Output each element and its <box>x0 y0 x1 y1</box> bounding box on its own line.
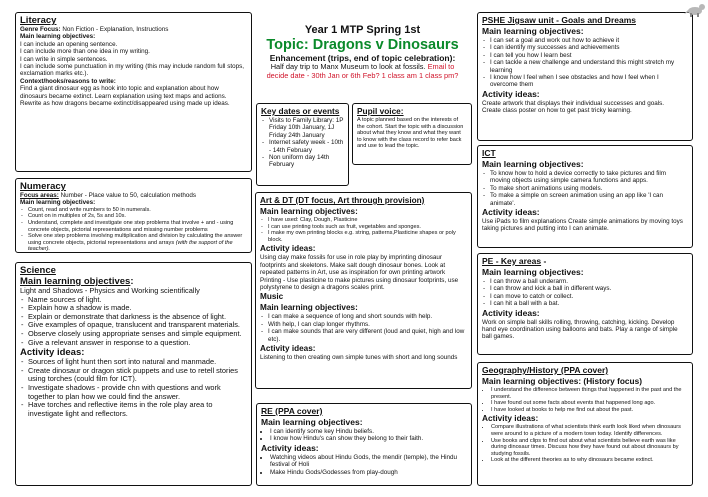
numeracy-objective: - Understand, complete and investigate one step problems that involve + and - using concrete objects, pictorial representations and missing number problems <box>28 220 247 233</box>
pshe-objective: - I can tackle a new challenge and understand this might stretch my learning <box>490 59 688 74</box>
geography-activity: • Look at the different theories as to why dinosaurs became extinct. <box>491 457 688 464</box>
science-objective: - Give examples of opaque, translucent and transparent materials. <box>28 321 247 330</box>
key-dates-panel <box>256 103 349 186</box>
re-objective: • I can identify some key Hindu beliefs. <box>270 428 467 435</box>
literacy-objective: I can include an opening sentence. <box>20 40 118 48</box>
pe-title: PE - Key areas <box>482 256 542 266</box>
art-objective: - I make my own printing blocks e.g. string, patterns,Plasticine shapes or poly block. <box>268 230 467 243</box>
ict-objective: - To make short animations using models. <box>490 185 688 192</box>
geography-objective: • I have found out some facts about events that happened long ago. <box>491 400 688 407</box>
pshe-objective: - I can identify my successes and achievements <box>490 44 688 51</box>
geography-activity: • Compare illustrations of what scientists think earth look liked when dinosaurs were around to a picture of a modern town today. Identify differences. <box>491 424 688 437</box>
pe-panel <box>477 253 693 355</box>
literacy-objective: I can write in simple sentences. <box>20 55 108 63</box>
science-objectives-suffix: : <box>130 276 134 287</box>
ict-activity-text: Use iPads to film explanations Create simple animations by moving toys taking pictures and putting into I can animate. <box>482 218 683 233</box>
science-activity: - Investigate shadows - provide chn with questions and work together to plan how we could find the answer. <box>28 384 247 401</box>
geography-objectives-heading: Main learning objectives: (History focus) <box>482 376 642 386</box>
science-topic: Light and Shadows - Physics and Working scientifically <box>20 286 200 295</box>
re-objectives-heading: Main learning objectives: <box>261 417 363 427</box>
re-objective: • I know how Hindu's can show they belong to their faith. <box>270 435 467 442</box>
music-objective: - I can make sounds that are very different (loud and quiet, high and low etc). <box>268 328 467 343</box>
geography-history-panel <box>477 362 693 486</box>
enhancement-heading: Enhancement (trips, end of topic celebration): <box>269 53 456 63</box>
pshe-panel <box>477 12 693 141</box>
literacy-objectives-heading: Main learning objectives: <box>20 33 96 41</box>
geography-activity-heading: Activity ideas: <box>482 413 539 424</box>
literacy-objective: I can include more than one idea in my writing. <box>20 48 150 56</box>
science-panel <box>15 262 252 486</box>
music-objective: - With help, I can clap longer rhythms. <box>268 321 467 328</box>
literacy-objective: I can include some punctuation in my writing (this may include random full stops, exclamation marks etc.). <box>20 63 244 78</box>
focus-label: Focus areas: <box>20 192 59 199</box>
numeracy-title: Numeracy <box>20 181 66 192</box>
geography-objective: • I have looked at books to help me find out about the past. <box>491 407 688 414</box>
numeracy-objective <box>28 233 247 253</box>
science-activity: - Have torches and reflective items in the role play area to investigate light and reflectors. <box>28 401 247 418</box>
pshe-title: PSHE Jigsaw unit - Goals and Dreams <box>482 15 636 25</box>
science-activity: - Create dinosaur or dragon stick puppets and use to retell stories using torches (could film for ICT). <box>28 367 247 384</box>
pshe-objective: - I can set a goal and work out how to achieve it <box>490 37 688 44</box>
re-panel <box>256 403 472 486</box>
science-activity: - Sources of light hunt then sort into natural and manmade. <box>28 358 247 367</box>
date-item: - Visits to Family Library: 1P Friday 10th January, 1J Friday 24th January <box>269 117 344 139</box>
re-activity: • Make Hindu Gods/Godesses from play-dough <box>270 469 467 476</box>
pupil-voice-title: Pupil voice: <box>357 106 404 116</box>
pshe-objective: - I can tell you how I learn best <box>490 52 688 59</box>
art-objective: - I can use printing tools such as fruit, vegetables and sponges. <box>268 224 467 231</box>
genre-label: Genre Focus: <box>20 26 61 33</box>
dinosaur-icon <box>684 2 706 18</box>
geography-objective: • I understand the difference between things that happened in the past and the present. <box>491 387 688 400</box>
pe-activity-heading: Activity ideas: <box>482 307 540 318</box>
art-objective: - I have used: Clay, Dough, Plasticine <box>268 217 467 224</box>
science-objective: - Name sources of light. <box>28 296 247 305</box>
context-heading: Context/hooks/reasons to write: <box>20 77 116 85</box>
numeracy-panel <box>15 178 252 253</box>
art-objectives-heading: Main learning objectives: <box>260 207 358 216</box>
science-objective: - Give a relevant answer in response to a question. <box>28 339 247 348</box>
focus-value: Number - Place value to 50, calculation methods <box>58 192 197 199</box>
pshe-activity: Create artwork that displays their individual successes and goals. <box>482 99 665 107</box>
art-activity-text: Using clay make fossils for use in role play by imprinting dinosaur footprints and skeletons. Make salt dough dinosaur bones. Look at repeated patterns in Art, use as inspiration for own printing artwork Printing - Use plasticine to make pictures using dinosaur footprints, use polystyrene to design a dragons scales print. <box>260 254 459 291</box>
geography-activity: • Use books and clips to find out about what scientists believe earth was like during dinosaur times. Discuss how they have found out about dinosaurs by studying fossils. <box>491 438 688 458</box>
re-activity: • Watching videos about Hindu Gods, the mendir (temple), the Hindu festival of Holi <box>270 454 467 469</box>
date-item: - Non uniform day 14th February <box>269 154 344 169</box>
pshe-objective: - I know how I feel when I see obstacles and how I feel when I overcome them <box>490 74 688 89</box>
re-title: RE (PPA cover) <box>261 406 323 416</box>
year-title: Year 1 MTP Spring 1st <box>304 24 421 36</box>
context-text: Find a giant dinosaur egg as hook into topic and explanation about how dinosaurs became extinct. Learn explanation using text maps and actions. Rewrite as how dragons became extinct/disappeared using made up ideas. <box>20 85 230 108</box>
music-activity-heading: Activity ideas: <box>260 344 316 354</box>
music-activity-text: Listening to then creating own simple tunes with short and long sounds <box>260 354 458 362</box>
science-objective: - Explain or demonstrate that darkness is the absence of light. <box>28 313 247 322</box>
pe-objective: - I can throw and kick a ball in different ways. <box>490 285 688 292</box>
science-activity-heading: Activity ideas: <box>20 347 85 359</box>
pupil-voice-panel <box>352 103 472 165</box>
pshe-objectives-heading: Main learning objectives: <box>482 26 584 36</box>
numeracy-objective-text: Solve one step problems involving multiplication and division by calculating the answer using concrete objects, pictorial representations and arrays <box>28 233 243 246</box>
art-title: Art & DT (DT focus, Art through provision) <box>260 196 425 205</box>
pe-objective: - I can throw a ball underarm. <box>490 278 688 285</box>
key-dates-title: Key dates or events <box>261 106 340 116</box>
ict-panel <box>477 145 693 248</box>
ict-title: ICT <box>482 148 496 158</box>
pe-objectives-heading: Main learning objectives: <box>482 267 584 277</box>
pupil-voice-text: A topic planned based on the interests of the cohort. Start the topic with a discussion about what they know and what they want to know with the class record to refer back and use to lead the topic. <box>357 117 464 150</box>
science-objectives-heading: Main learning objectives <box>20 276 131 287</box>
ict-objectives-heading: Main learning objectives: <box>482 159 584 169</box>
ict-objective: - To make a simple on screen animation using an app like 'I can animate'. <box>490 192 688 207</box>
trip-text: Half day trip to Manx Museum to look at fossils. <box>270 62 426 71</box>
ict-activity-heading: Activity ideas: <box>482 207 540 218</box>
pe-objective: - I can move to catch or collect. <box>490 293 688 300</box>
science-title: Science <box>20 265 56 276</box>
topic-title: Topic: Dragons v Dinosaurs <box>266 37 459 53</box>
email-note: Email to decide date - 30th Jan or 6th Feb? 1 class am 1 class pm? <box>266 62 459 80</box>
numeracy-objective-note: (with the support of the teacher). <box>28 239 233 253</box>
music-title: Music <box>260 292 284 302</box>
numeracy-objectives-heading: Main learning objectives: <box>20 199 96 207</box>
numeracy-objective: - Count on in multiples of 2s, 5s and 10s. <box>28 213 247 220</box>
pe-objective: - I can hit a ball with a bat. <box>490 300 688 307</box>
numeracy-objective: - Count, read and write numbers to 50 in numerals. <box>28 207 247 214</box>
music-objectives-heading: Main learning objectives: <box>260 303 358 313</box>
music-objective: - I can make a sequence of long and short sounds with help. <box>268 313 467 320</box>
ict-objective: - To know how to hold a device correctly to take pictures and film moving objects using simple camera functions and apps. <box>490 170 688 185</box>
header-panel <box>255 22 470 102</box>
pshe-activity-heading: Activity ideas: <box>482 88 540 99</box>
pshe-activity: Create class poster on how to get past tricky learning. <box>482 107 632 115</box>
pe-activity-text: Work on simple ball skills rolling, throwing, catching, kicking. Develop hand eye coordination using balloons and bats. Play a range of simple ball games. <box>482 318 678 341</box>
science-objective: - Explain how a shadow is made. <box>28 304 247 313</box>
science-objective: - Observe closely using appropriate senses and simple equipment. <box>28 330 247 339</box>
art-dt-panel <box>255 192 472 389</box>
geography-title: Geography/History (PPA cover) <box>482 365 609 375</box>
date-item: - Internet safety week - 10th - 14th February <box>269 139 344 154</box>
art-activity-heading: Activity ideas: <box>260 244 316 254</box>
genre-value: Non Fiction - Explanation, Instructions <box>60 26 169 33</box>
re-activity-heading: Activity ideas: <box>261 442 319 453</box>
literacy-title: Literacy <box>20 15 57 26</box>
literacy-panel <box>15 12 252 172</box>
pe-title-suffix: - <box>541 256 547 266</box>
